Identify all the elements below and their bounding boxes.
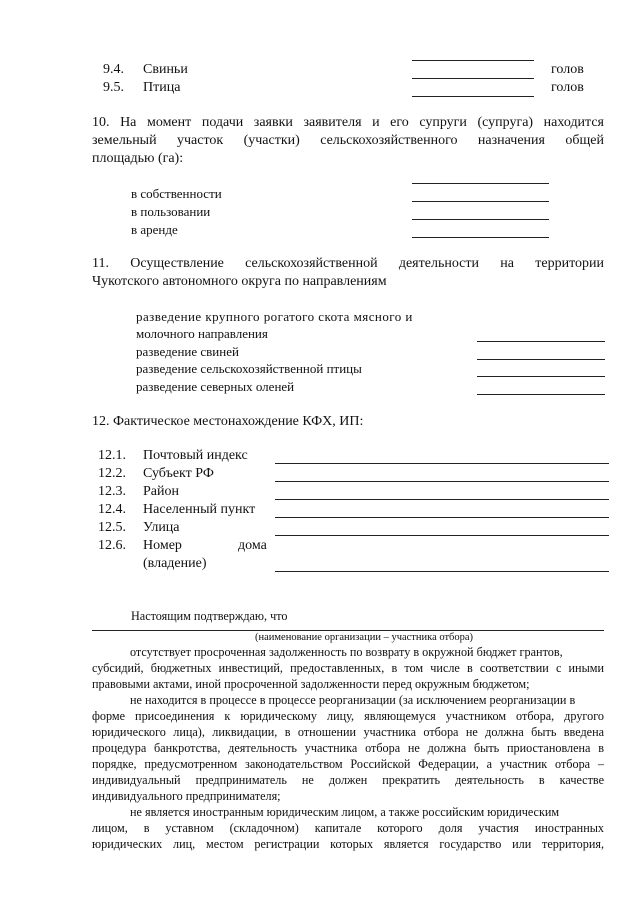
confirm-line: не является иностранным юридическим лицом, а также российским юридическим [130, 805, 560, 819]
organization-caption: (наименование организации – участника отбора) [255, 632, 474, 643]
unit-label: голов [551, 62, 584, 77]
activity-label: разведение сельскохозяйственной птицы [136, 361, 362, 376]
confirm-intro: Настоящим подтверждаю, что [131, 609, 288, 623]
confirm-line: форме присоединения к юридическому лицу, являющемуся участником отбора, другого [92, 709, 604, 723]
address-label: Почтовый индекс [143, 448, 248, 463]
item-number: 9.5. [103, 80, 124, 95]
land-lease-field[interactable] [412, 237, 549, 238]
address-label: Район [143, 484, 179, 499]
item-number: 12.6. [98, 538, 126, 553]
activity-label: разведение крупного рогатого скота мясного и [136, 309, 413, 324]
confirm-line: субсидий, бюджетных инвестиций, предоставленных, в том числе в соответствии с иными [92, 661, 604, 675]
confirm-line: правовыми актами, иной просроченной задолженности перед окружным бюджетом; [92, 677, 530, 691]
activity-reindeer-field[interactable] [477, 394, 605, 395]
ownership-label: (владение) [143, 556, 207, 571]
item-number: 12.4. [98, 502, 126, 517]
land-label: в аренде [131, 222, 178, 237]
confirm-line: не находится в процессе в процессе реорганизации (за исключением реорганизации в [130, 693, 576, 707]
item-number: 9.4. [103, 62, 124, 77]
confirm-line: лицом, в уставном (складочном) капитале которого доля участия иностранных [92, 821, 604, 835]
livestock-label: Свиньи [143, 62, 188, 77]
blank-line [412, 60, 534, 61]
address-label: Улица [143, 520, 180, 535]
activity-pigs-field[interactable] [477, 359, 605, 360]
item-number: 12.1. [98, 448, 126, 463]
confirm-line: процедура банкротства, деятельность участника отбора не должна быть приостановлена в [92, 741, 604, 755]
section11-line: Чукотского автономного округа по направлениям [92, 274, 387, 289]
section12-title: 12. Фактическое местонахождение КФХ, ИП: [92, 414, 364, 429]
section10-line: площадью (га): [92, 151, 184, 166]
house-number-field[interactable] [275, 571, 609, 572]
land-label: в пользовании [131, 204, 211, 219]
livestock-poultry-field[interactable] [412, 96, 534, 97]
confirm-line: отсутствует просроченная задолженность по возврату в окружной бюджет грантов, [130, 645, 563, 659]
blank-line [412, 183, 549, 184]
item-number: 12.2. [98, 466, 126, 481]
section10-line: 10. На момент подачи заявки заявителя и его супруги (супруга) находится [92, 115, 604, 130]
activity-label: разведение северных оленей [136, 379, 295, 394]
activity-label: разведение свиней [136, 344, 239, 359]
confirm-line: индивидуального предпринимателя; [92, 789, 281, 803]
section11-line: 11. Осуществление сельскохозяйственной деятельности на территории [92, 256, 604, 271]
address-label: Номер [143, 538, 182, 553]
land-use-field[interactable] [412, 219, 549, 220]
address-label: Субъект РФ [143, 466, 214, 481]
livestock-label: Птица [143, 80, 181, 95]
locality-field[interactable] [275, 517, 609, 518]
district-field[interactable] [275, 499, 609, 500]
land-label: в собственности [131, 186, 222, 201]
street-field[interactable] [275, 535, 609, 536]
confirm-line: индивидуальный предприниматель не должен прекратить деятельность в качестве [92, 773, 604, 787]
house-word: дома [238, 538, 267, 553]
item-number: 12.3. [98, 484, 126, 499]
address-label: Населенный пункт [143, 502, 256, 517]
confirm-line: юридического лица), ликвидации, в отношении участника отбора не должна быть введена [92, 725, 604, 739]
activity-cattle-field[interactable] [477, 341, 605, 342]
confirm-line: порядке, предусмотренном законодательством Российской Федерации, а участник отбора – [92, 757, 604, 771]
land-ownership-field[interactable] [412, 201, 549, 202]
confirm-line: юридических лиц, местом регистрации которых является государство или территория, [92, 837, 604, 851]
section10-line: земельный участок (участки) сельскохозяйственного назначения общей [92, 133, 604, 148]
region-field[interactable] [275, 481, 609, 482]
item-number: 12.5. [98, 520, 126, 535]
livestock-pigs-field[interactable] [412, 78, 534, 79]
activity-poultry-field[interactable] [477, 376, 605, 377]
unit-label: голов [551, 80, 584, 95]
activity-label: молочного направления [136, 326, 268, 341]
organization-name-field[interactable] [92, 630, 604, 631]
postal-code-field[interactable] [275, 463, 609, 464]
